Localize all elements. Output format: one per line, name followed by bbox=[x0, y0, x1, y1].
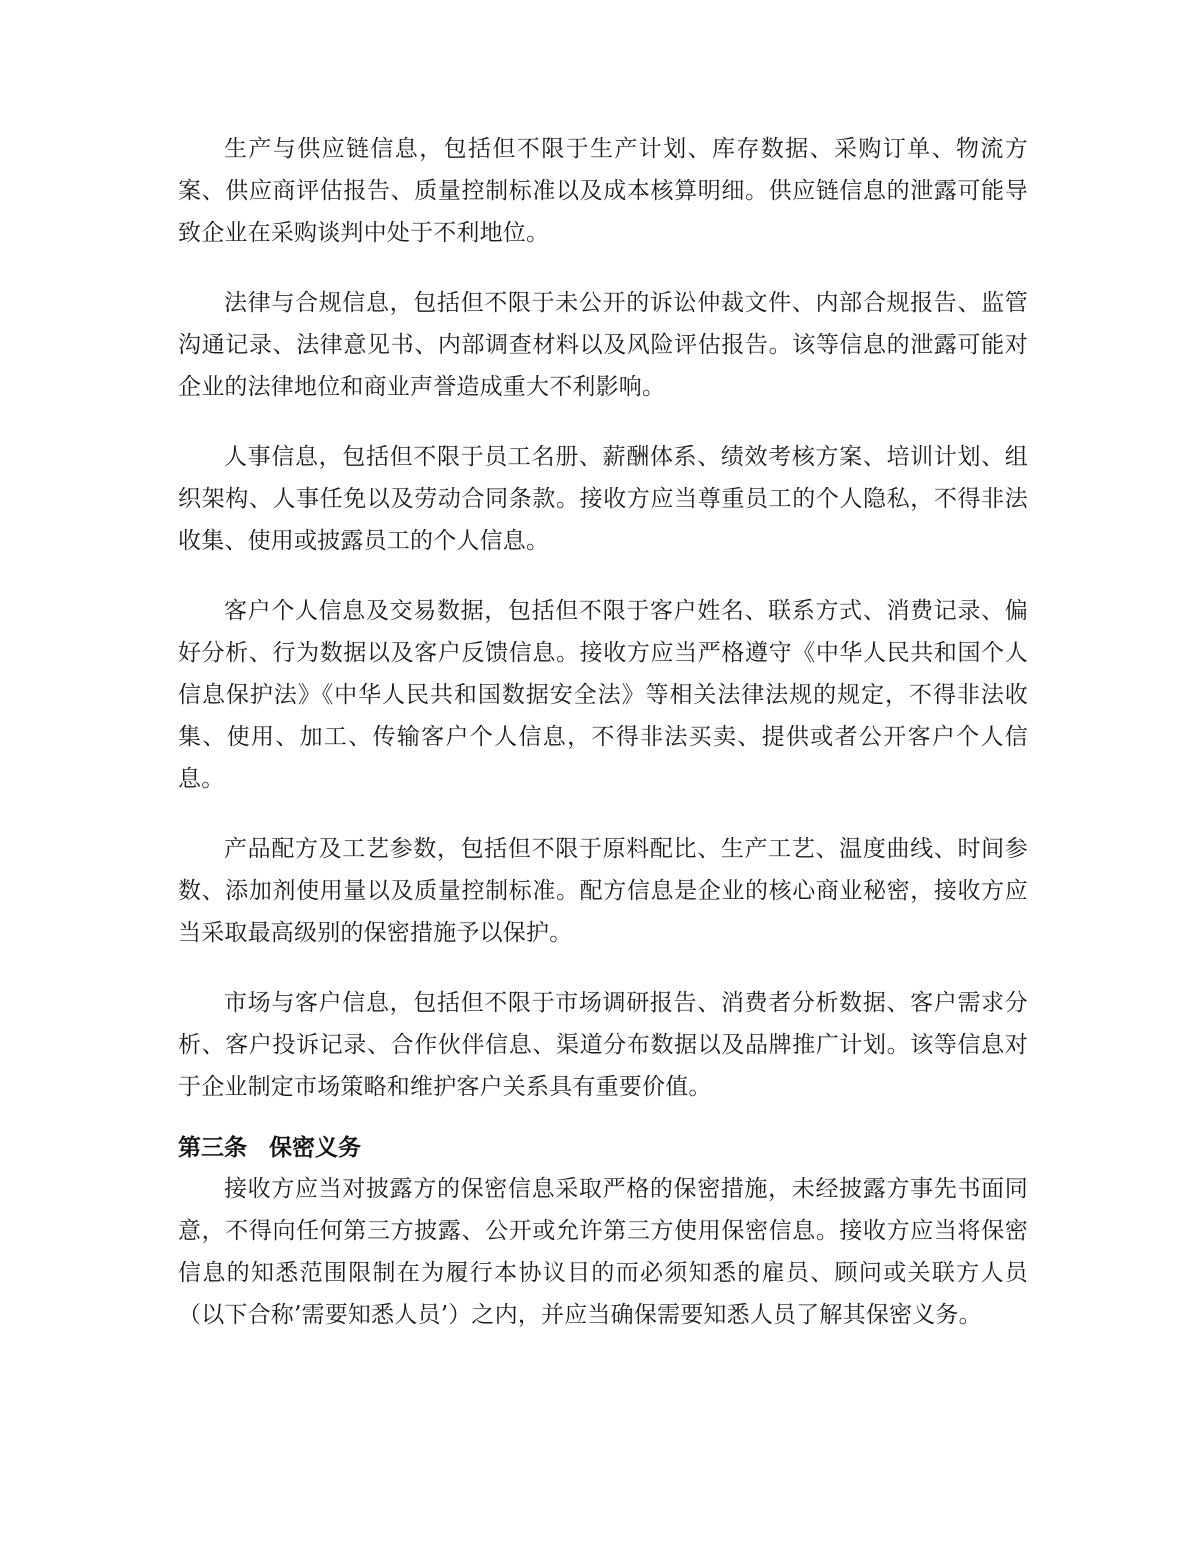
paragraph-legal-compliance-info: 法律与合规信息，包括但不限于未公开的诉讼仲裁文件、内部合规报告、监管沟通记录、法律意见书、内部调查材料以及风险评估报告。该等信息的泄露可能对企业的法律地位和商业声誉造成重大不利影响。 bbox=[178, 290, 1028, 400]
section-number: 第三条 bbox=[178, 1135, 247, 1161]
paragraph-market-customer-info: 市场与客户信息，包括但不限于市场调研报告、消费者分析数据、客户需求分析、客户投诉记录、合作伙伴信息、渠道分布数据以及品牌推广计划。该等信息对于企业制定市场策略和维护客户关系具有重要价值。 bbox=[178, 990, 1028, 1100]
paragraph-product-formula-info: 产品配方及工艺参数，包括但不限于原料配比、生产工艺、温度曲线、时间参数、添加剂使用量以及质量控制标准。配方信息是企业的核心商业秘密，接收方应当采取最高级别的保密措施予以保护。 bbox=[178, 836, 1028, 946]
section-body-paragraph: 接收方应当对披露方的保密信息采取严格的保密措施，未经披露方事先书面同意，不得向任何第三方披露、公开或允许第三方使用保密信息。接收方应当将保密信息的知悉范围限制在为履行本协议目的而必须知悉的雇员、顾问或关联方人员（以下合称’需要知悉人员’）之内，并应当确保需要知悉人员了解其保密义务。 bbox=[178, 1176, 1028, 1328]
section-heading bbox=[178, 1130, 1028, 1166]
paragraph-customer-personal-info: 客户个人信息及交易数据，包括但不限于客户姓名、联系方式、消费记录、偏好分析、行为数据以及客户反馈信息。接收方应当严格遵守《中华人民共和国个人信息保护法》《中华人民共和国数据安全法》等相关法律法规的规定，不得非法收集、使用、加工、传输客户个人信息，不得非法买卖、提供或者公开客户个人信息。 bbox=[178, 598, 1028, 792]
section-title: 保密义务 bbox=[269, 1135, 361, 1161]
paragraph-personnel-info: 人事信息，包括但不限于员工名册、薪酬体系、绩效考核方案、培训计划、组织架构、人事任免以及劳动合同条款。接收方应当尊重员工的个人隐私，不得非法收集、使用或披露员工的个人信息。 bbox=[178, 444, 1028, 554]
document-page bbox=[178, 128, 1028, 1336]
paragraph-supply-chain-info: 生产与供应链信息，包括但不限于生产计划、库存数据、采购订单、物流方案、供应商评估报告、质量控制标准以及成本核算明细。供应链信息的泄露可能导致企业在采购谈判中处于不利地位。 bbox=[178, 136, 1028, 246]
